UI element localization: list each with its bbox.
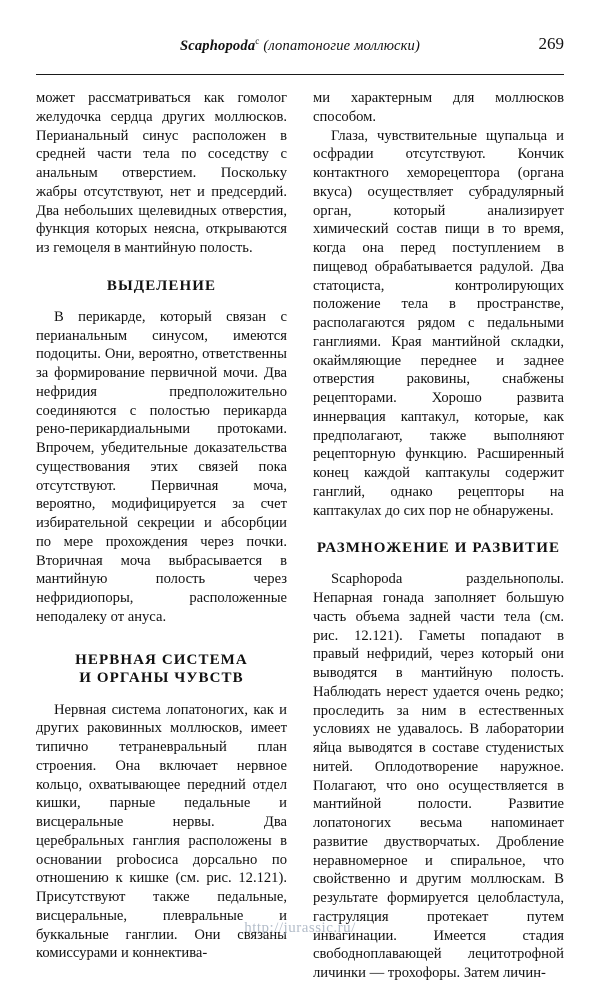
paragraph: ми характерным для моллюсков способом.: [313, 90, 564, 125]
section-heading-nervous-system: [36, 651, 287, 687]
section-heading-line-1: НЕРВНАЯ СИСТЕМА: [75, 651, 248, 668]
paragraph: может рассматриваться как гомолог желудочка сердца других моллюсков. Перианальный синус расположен в средней части тела по соседству с анальным отверстием. Поскольку жабры отсутствуют, нет и предсердий. Два небольших щелевидных отверстия, функция которых неясна, открываются из гемоцеля в мантийную полость.: [36, 90, 287, 256]
paragraph: В перикарде, который связан с перианальным синусом, имеются подоциты. Они, вероятно, ответственны за формирование первичной мочи. Два нефридия предположительно соединяются с полостью перикарда рено-перикардиальными протоками. Впрочем, убедительные доказательства существования этих связей пока отсутствуют. Первичная моча, вероятно, модифицируется за счет избирательной секреции и абсорбции по мере прохождения через почки. Вторичная моча выбрасывается в мантийную полость через нефридиопоры, расположенные неподалеку от ануса.: [36, 308, 287, 625]
watermark: http://jurassic.ru/: [244, 920, 356, 936]
header-rule: [36, 74, 564, 75]
section-heading-line-2: И ОРГАНЫ ЧУВСТВ: [79, 669, 244, 686]
page-header: [36, 34, 564, 68]
running-head-superscript: c: [255, 36, 260, 46]
section-heading-excretion: ВЫДЕЛЕНИЕ: [106, 277, 217, 294]
page-number: 269: [538, 34, 564, 53]
right-column: [313, 89, 564, 981]
running-head-russian: (лопатоногие моллюски): [263, 37, 421, 54]
running-head: [36, 34, 564, 55]
section-heading-reproduction: РАЗМНОЖЕНИЕ И РАЗВИТИЕ: [316, 540, 561, 557]
paragraph: Нервная система лопатоногих, как и других раковинных моллюсков, имеет типично тетраневральный план строения. Она включает нервное кольцо, охватывающее передний отдел кишки, парные педальные и висцеральные нервы. Два церебральных ганглия расположены в основании probосиса дорсально по отношению к кишке (см. рис. 12.121). Присутствуют также педальные, висцеральные, плевральные и буккальные ганглии. Они связаны комиссурами и коннектива-: [36, 701, 287, 962]
paragraph: Глаза, чувствительные щупальца и осфрадии отсутствуют. Кончик контактного хеморецептора (органа вкуса) осуществляет субрадулярный орган, который анализирует химический состав пищи в то время, когда она перед поступлением в пищевод обрабатывается радулой. Два статоциста, контролирующих положение тела в пространстве, располагаются рядом с педальными ганглиями. Края мантийной складки, окаймляющие переднее и заднее отверстия раковины, снабжены рецепторами. Хорошо развита иннервация каптакул, которые, как предполагают, также выполняют рецепторную функцию. Расширенный конец каждой каптакулы содержит ганглий, однако рецепторы на каптакулах до сих пор не обнаружены.: [313, 127, 564, 519]
paragraph: Scaphopoda раздельнополы. Непарная гонада заполняет большую часть объема задней части тела (см. рис. 12.121). Гаметы попадают в правый нефридий, через который они выводятся в мантийную полость. Наблюдать нерест удается очень редко; проследить за ним в естественных условиях не удавалось. В лаборатории яйца выводятся в составе студенистых нитей. Оплодотворение наружное. Полагают, что оно осуществляется в мантийной полости. Развитие лопатоногих весьма напоминает развитие двустворчатых. Дробление неравномерное и спиральное, что свойственно и другим моллюскам. В результате формируется целобластула, гаструляция протекает путем инвагинации. Имеется стадия свободноплавающей лецитотрофной личинки — трохофоры. Затем личин-: [313, 571, 564, 981]
left-column: [36, 89, 287, 962]
running-head-genus: Scaphopoda: [179, 37, 256, 54]
